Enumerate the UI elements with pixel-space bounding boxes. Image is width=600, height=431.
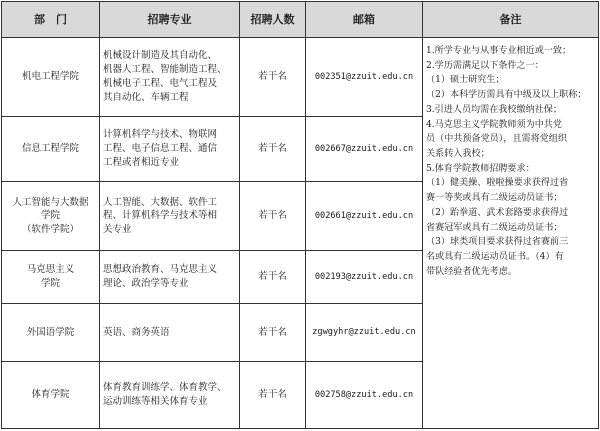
major-line: 理论、政治学等专业 <box>103 277 189 289</box>
department-name-line: 学院 <box>40 210 60 222</box>
department-name-line: （软件学院） <box>21 224 79 236</box>
headcount-cell: 若干名 <box>240 182 306 251</box>
note-line: （1）硕士研究生； <box>426 75 505 86</box>
major-line: 其自动化、车辆工程 <box>103 91 189 103</box>
department-name-line: 外国语学院 <box>26 326 75 338</box>
header-major: 招聘专业 <box>100 2 240 38</box>
headcount-cell: 若干名 <box>240 38 306 117</box>
major-line: 运动训练等相关体育专业 <box>103 396 208 408</box>
department-cell <box>2 251 100 304</box>
note-line: 名或具有二级运动员证书。（4）有 <box>426 252 564 263</box>
headcount-cell: 若干名 <box>240 116 306 182</box>
note-line: 2.学历需满足以下条件之一： <box>426 60 544 71</box>
note-line: 1.所学专业与从事专业相近或一致； <box>426 46 572 56</box>
major-line: 工程或者相近专业 <box>103 157 180 168</box>
department-name-line: 信息工程学院 <box>21 143 79 155</box>
major-line: 程、计算机科学与技术等相 <box>103 210 218 222</box>
email-cell: 002667@zzuit.edu.cn <box>306 116 423 182</box>
note-line: 5.体育学院教师招聘要求： <box>426 163 535 174</box>
department-name-line: 学院 <box>40 277 60 289</box>
department-cell <box>2 362 100 429</box>
email-cell: 002351@zzuit.edu.cn <box>306 38 423 117</box>
department-cell <box>2 303 100 362</box>
note-line: 4.马克思主义学院教师须为中共党 <box>426 119 562 130</box>
major-cell <box>100 303 240 362</box>
note-line: 员（中共预备党员），且需将党组织 <box>426 134 567 145</box>
major-line: 思想政治教育、马克思主义 <box>103 264 218 276</box>
note-line: 3.引进人员均需在我校缴纳社保； <box>426 104 562 115</box>
email-cell: 002758@zzuit.edu.cn <box>306 362 423 429</box>
major-line: 关专业 <box>103 224 132 236</box>
department-name-line: 机电工程学院 <box>21 71 79 83</box>
header-count: 招聘人数 <box>240 2 306 38</box>
major-cell <box>100 182 240 251</box>
major-line: 英语、商务英语 <box>103 326 170 338</box>
note-line: 省赛冠军或具有二级运动员证书； <box>426 222 563 233</box>
note-line: 赛一等奖或具有二级运动员证书； <box>426 193 563 204</box>
headcount-cell: 若干名 <box>240 362 306 429</box>
header-row <box>2 2 599 38</box>
headcount-cell: 若干名 <box>240 251 306 304</box>
header-notes: 备注 <box>423 2 599 38</box>
headcount-cell: 若干名 <box>240 303 306 362</box>
major-line: 人工智能、大数据、软件工 <box>103 196 218 208</box>
major-cell <box>100 116 240 182</box>
recruitment-table <box>1 1 599 429</box>
major-cell <box>100 251 240 304</box>
major-cell <box>100 38 240 117</box>
header-department: 部 门 <box>2 2 100 38</box>
email-cell: zgwgyhr@zzuit.edu.cn <box>306 303 423 362</box>
note-line: （1）健美操、啦啦操要求获得过省 <box>426 178 569 189</box>
note-line: 带队经验者优先考虑。 <box>426 266 517 277</box>
note-line: （3）球类项目要求获得过省赛前三 <box>426 237 569 248</box>
major-cell <box>100 362 240 429</box>
department-name-line: 体育学院 <box>31 389 70 401</box>
major-line: 工程、电子信息工程、通信 <box>103 143 218 155</box>
department-cell <box>2 182 100 251</box>
department-name-line: 人工智能与大数据 <box>12 196 89 208</box>
recruitment-table-container <box>1 1 598 429</box>
notes-cell <box>423 38 599 429</box>
major-line: 体育教育训练学、体育教学、 <box>103 382 227 394</box>
table-row <box>2 38 599 117</box>
email-cell: 002661@zzuit.edu.cn <box>306 182 423 251</box>
note-line: （2）跆拳道、武术套路要求获得过 <box>426 207 569 218</box>
major-line: 计算机科学与技术、物联网 <box>103 129 218 141</box>
major-line: 机械电子工程、电气工程及 <box>103 77 218 89</box>
major-line: 机器人工程、智能制造工程、 <box>103 64 227 76</box>
department-cell <box>2 116 100 182</box>
major-line: 机械设计制造及其自动化、 <box>103 50 218 62</box>
email-cell: 002193@zzuit.edu.cn <box>306 251 423 304</box>
department-cell <box>2 38 100 117</box>
department-name-line: 马克思主义 <box>26 264 75 276</box>
note-line: 关系转入我校； <box>426 149 490 160</box>
note-line: （2）本科学历需具有中级及以上职称； <box>426 90 587 101</box>
header-email: 邮箱 <box>306 2 423 38</box>
